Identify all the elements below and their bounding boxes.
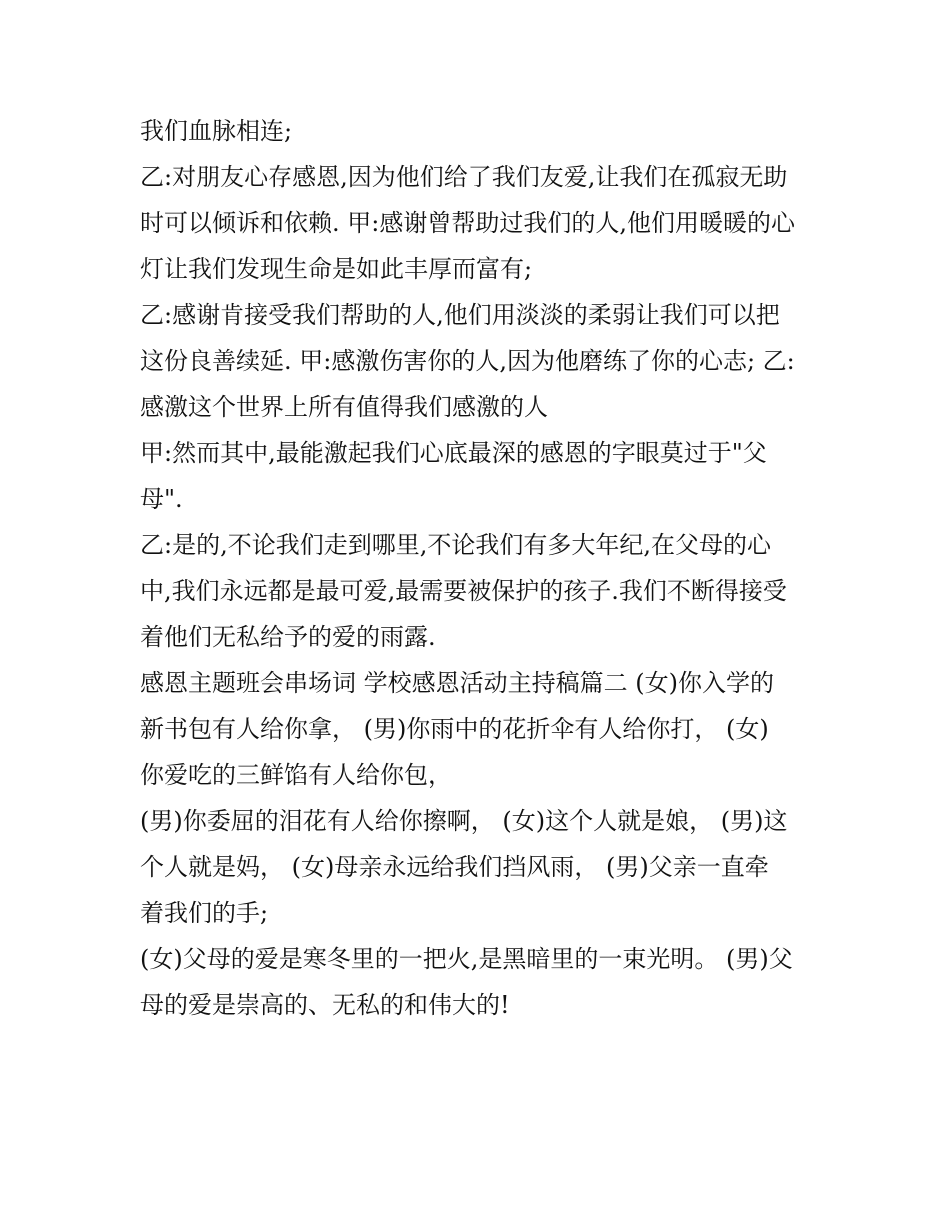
text-line: 我们血脉相连; [140,117,293,145]
text-line: 感恩主题班会串场词 学校感恩活动主持稿篇二 (女)你入学的 [140,669,774,697]
text-line: 着我们的手; [140,899,269,927]
text-line: 着他们无私给予的爱的雨露. [140,623,436,651]
text-line: 乙:对朋友心存感恩,因为他们给了我们友爱,让我们在孤寂无助 [140,163,788,191]
text-line: 个人就是妈， (女)母亲永远给我们挡风雨， (男)父亲一直牵 [140,853,769,881]
text-line: 灯让我们发现生命是如此丰厚而富有; [140,255,533,283]
text-line: 中,我们永远都是最可爱,最需要被保护的孩子.我们不断得接受 [140,577,787,605]
text-line: 乙:感谢肯接受我们帮助的人,他们用淡淡的柔弱让我们可以把 [140,301,780,329]
text-line: 你爱吃的三鲜馅有人给你包， [140,761,452,789]
text-line: 这份良善续延. 甲:感激伤害你的人,因为他磨练了你的心志; 乙: [140,347,795,375]
text-line: 乙:是的,不论我们走到哪里,不论我们有多大年纪,在父母的心 [140,531,771,559]
text-line: 新书包有人给你拿， (男)你雨中的花折伞有人给你打， (女) [140,715,769,743]
text-line: 甲:然而其中,最能激起我们心底最深的感恩的字眼莫过于"父 [140,439,767,467]
text-line: (女)父母的爱是寒冬里的一把火,是黑暗里的一束光明。 (男)父 [140,945,793,973]
text-line: 母". [140,485,183,513]
document-body [140,108,830,1028]
text-line: (男)你委屈的泪花有人给你擦啊， (女)这个人就是娘， (男)这 [140,807,788,835]
text-line: 母的爱是崇高的、无私的和伟大的! [140,991,510,1019]
text-line: 感激这个世界上所有值得我们感激的人 [140,393,548,421]
text-line: 时可以倾诉和依赖. 甲:感谢曾帮助过我们的人,他们用暖暖的心 [140,209,795,237]
